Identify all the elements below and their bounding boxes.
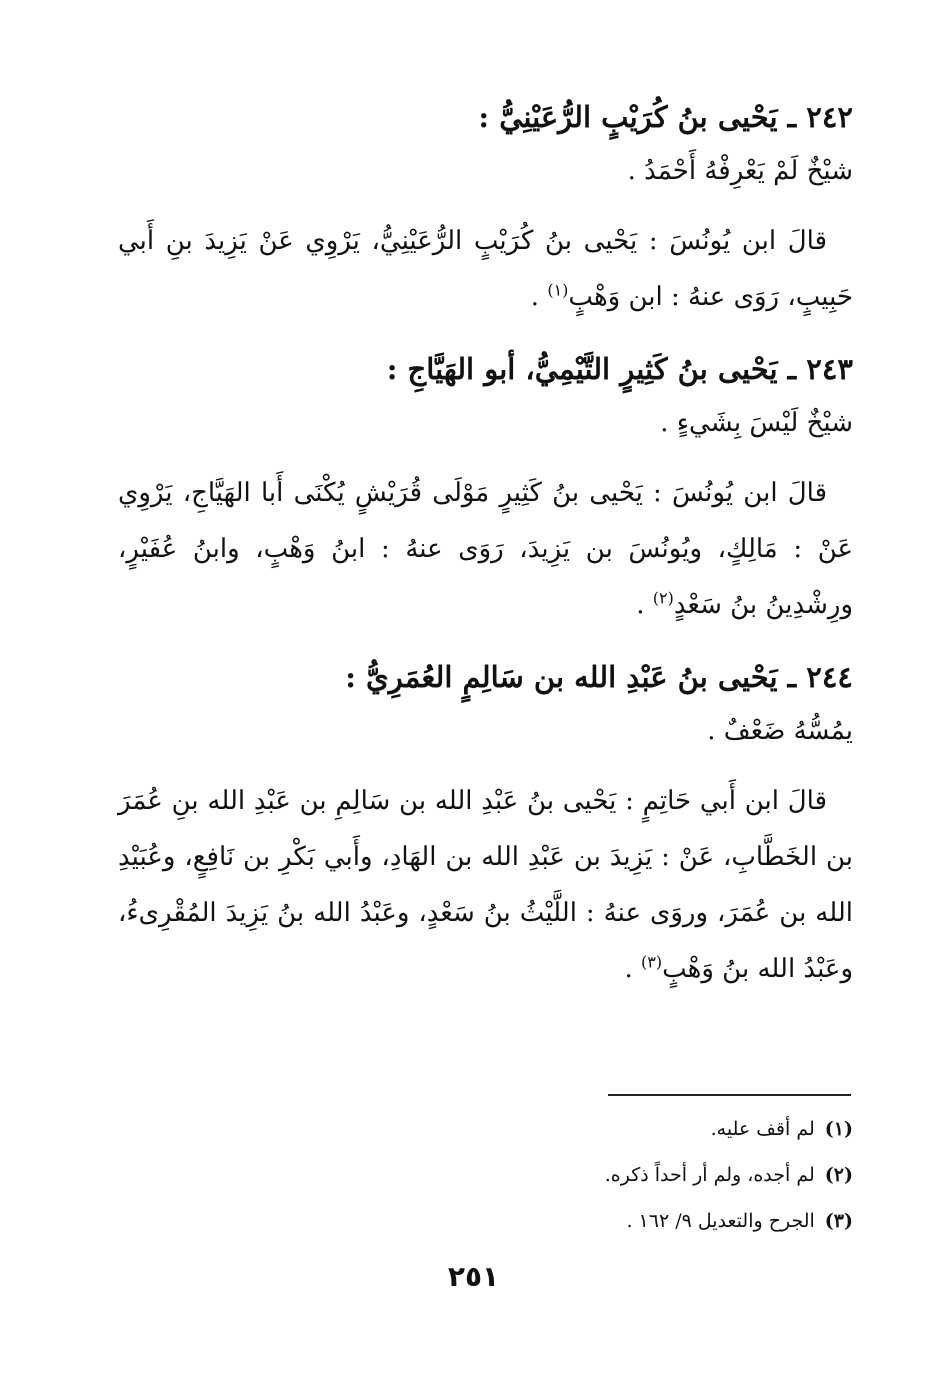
page-body	[118, 95, 853, 1019]
entry-243	[118, 347, 853, 633]
entry-description: شيْخٌ لَيْسَ بِشَيءٍ .	[660, 408, 853, 438]
entry-body-text: قالَ ابن يُونُسَ : يَحْيى بنُ كَثِيرٍ مَوْلَى قُرَيْشٍ يُكْنَى أَبا الهَيَّاجِ، يَرْوِي عَنْ : مَالِكٍ، ويُونُسَ بن يَزِيدَ، رَوَى عنهُ : ابنُ وَهْبٍ، وابنُ عُفَيْرٍ، ورِشْدِينُ بنُ سَعْدٍ	[118, 478, 853, 620]
entry-242	[118, 95, 853, 325]
entry-body-text: قالَ ابن أَبي حَاتِمٍ : يَحْيى بنُ عَبْدِ الله بن سَالِمِ بن عَبْدِ الله بنِ عُمَرَ بن الخَطَّابِ، عَنْ : يَزِيدَ بن عَبْدِ الله بن الهَادِ، وأَبي بَكْرِ بن نَافِعٍ، وعُبَيْدِ الله بن عُمَرَ، وروَى عنهُ : اللَّيْثُ بنُ سَعْدٍ، وعَبْدُ الله بنُ يَزِيدَ المُقْرِىءُ، وعَبْدُ الله بنُ وَهْبٍ	[118, 786, 853, 984]
entry-244	[118, 655, 853, 997]
footnote-reference[interactable]: (١)	[547, 280, 569, 300]
footnote-reference[interactable]: (٣)	[641, 952, 663, 972]
entry-body-end: .	[636, 590, 653, 620]
footnote-number: (١)	[824, 1118, 853, 1140]
footnote-text: لم أجده، ولم أر أحداً ذكره.	[604, 1164, 815, 1186]
footnote-item	[118, 1198, 853, 1244]
entry-body-end: .	[624, 954, 642, 984]
entry-description: شيْخٌ لَمْ يَعْرِفْهُ أَحْمَدُ .	[627, 156, 853, 186]
entry-body-text: قالَ ابن يُونُسَ : يَحْيى بنُ كُرَيْبٍ الرُّعَيْنِيُّ، يَرْوِي عَنْ يَزِيدَ بنِ أَبي حَبِيبٍ، رَوَى عنهُ : ابن وَهْبٍ	[118, 226, 853, 312]
entry-body	[118, 773, 853, 997]
footnotes	[118, 1106, 853, 1244]
footnote-item	[118, 1106, 853, 1152]
entry-heading: ٢٤٤ ـ يَحْيى بنُ عَبْدِ الله بن سَالِمٍ العُمَرِيُّ :	[345, 660, 853, 694]
footnote-text: لم أقف عليه.	[710, 1118, 815, 1140]
entry-description: يمُسُّهُ ضَعْفٌ .	[707, 716, 853, 746]
footnote-number: (٣)	[824, 1210, 853, 1232]
page-number: ٢٥١	[447, 1260, 500, 1293]
footnote-number: (٢)	[824, 1164, 853, 1186]
footnote-reference[interactable]: (٢)	[652, 588, 674, 608]
entry-body	[118, 213, 853, 325]
footnote-separator	[608, 1094, 851, 1096]
footnote-text: الجرح والتعديل ٩/ ١٦٢ .	[626, 1210, 815, 1232]
entry-body	[118, 465, 853, 633]
entry-heading: ٢٤٢ ـ يَحْيى بنُ كُرَيْبٍ الرُّعَيْنِيُّ :	[478, 100, 853, 134]
footnote-item	[118, 1152, 853, 1198]
entry-heading: ٢٤٣ ـ يَحْيى بنُ كَثِيرٍ التَّيْمِيُّ، أبو الهَيَّاجِ :	[386, 352, 853, 386]
entry-body-end: .	[530, 282, 548, 312]
